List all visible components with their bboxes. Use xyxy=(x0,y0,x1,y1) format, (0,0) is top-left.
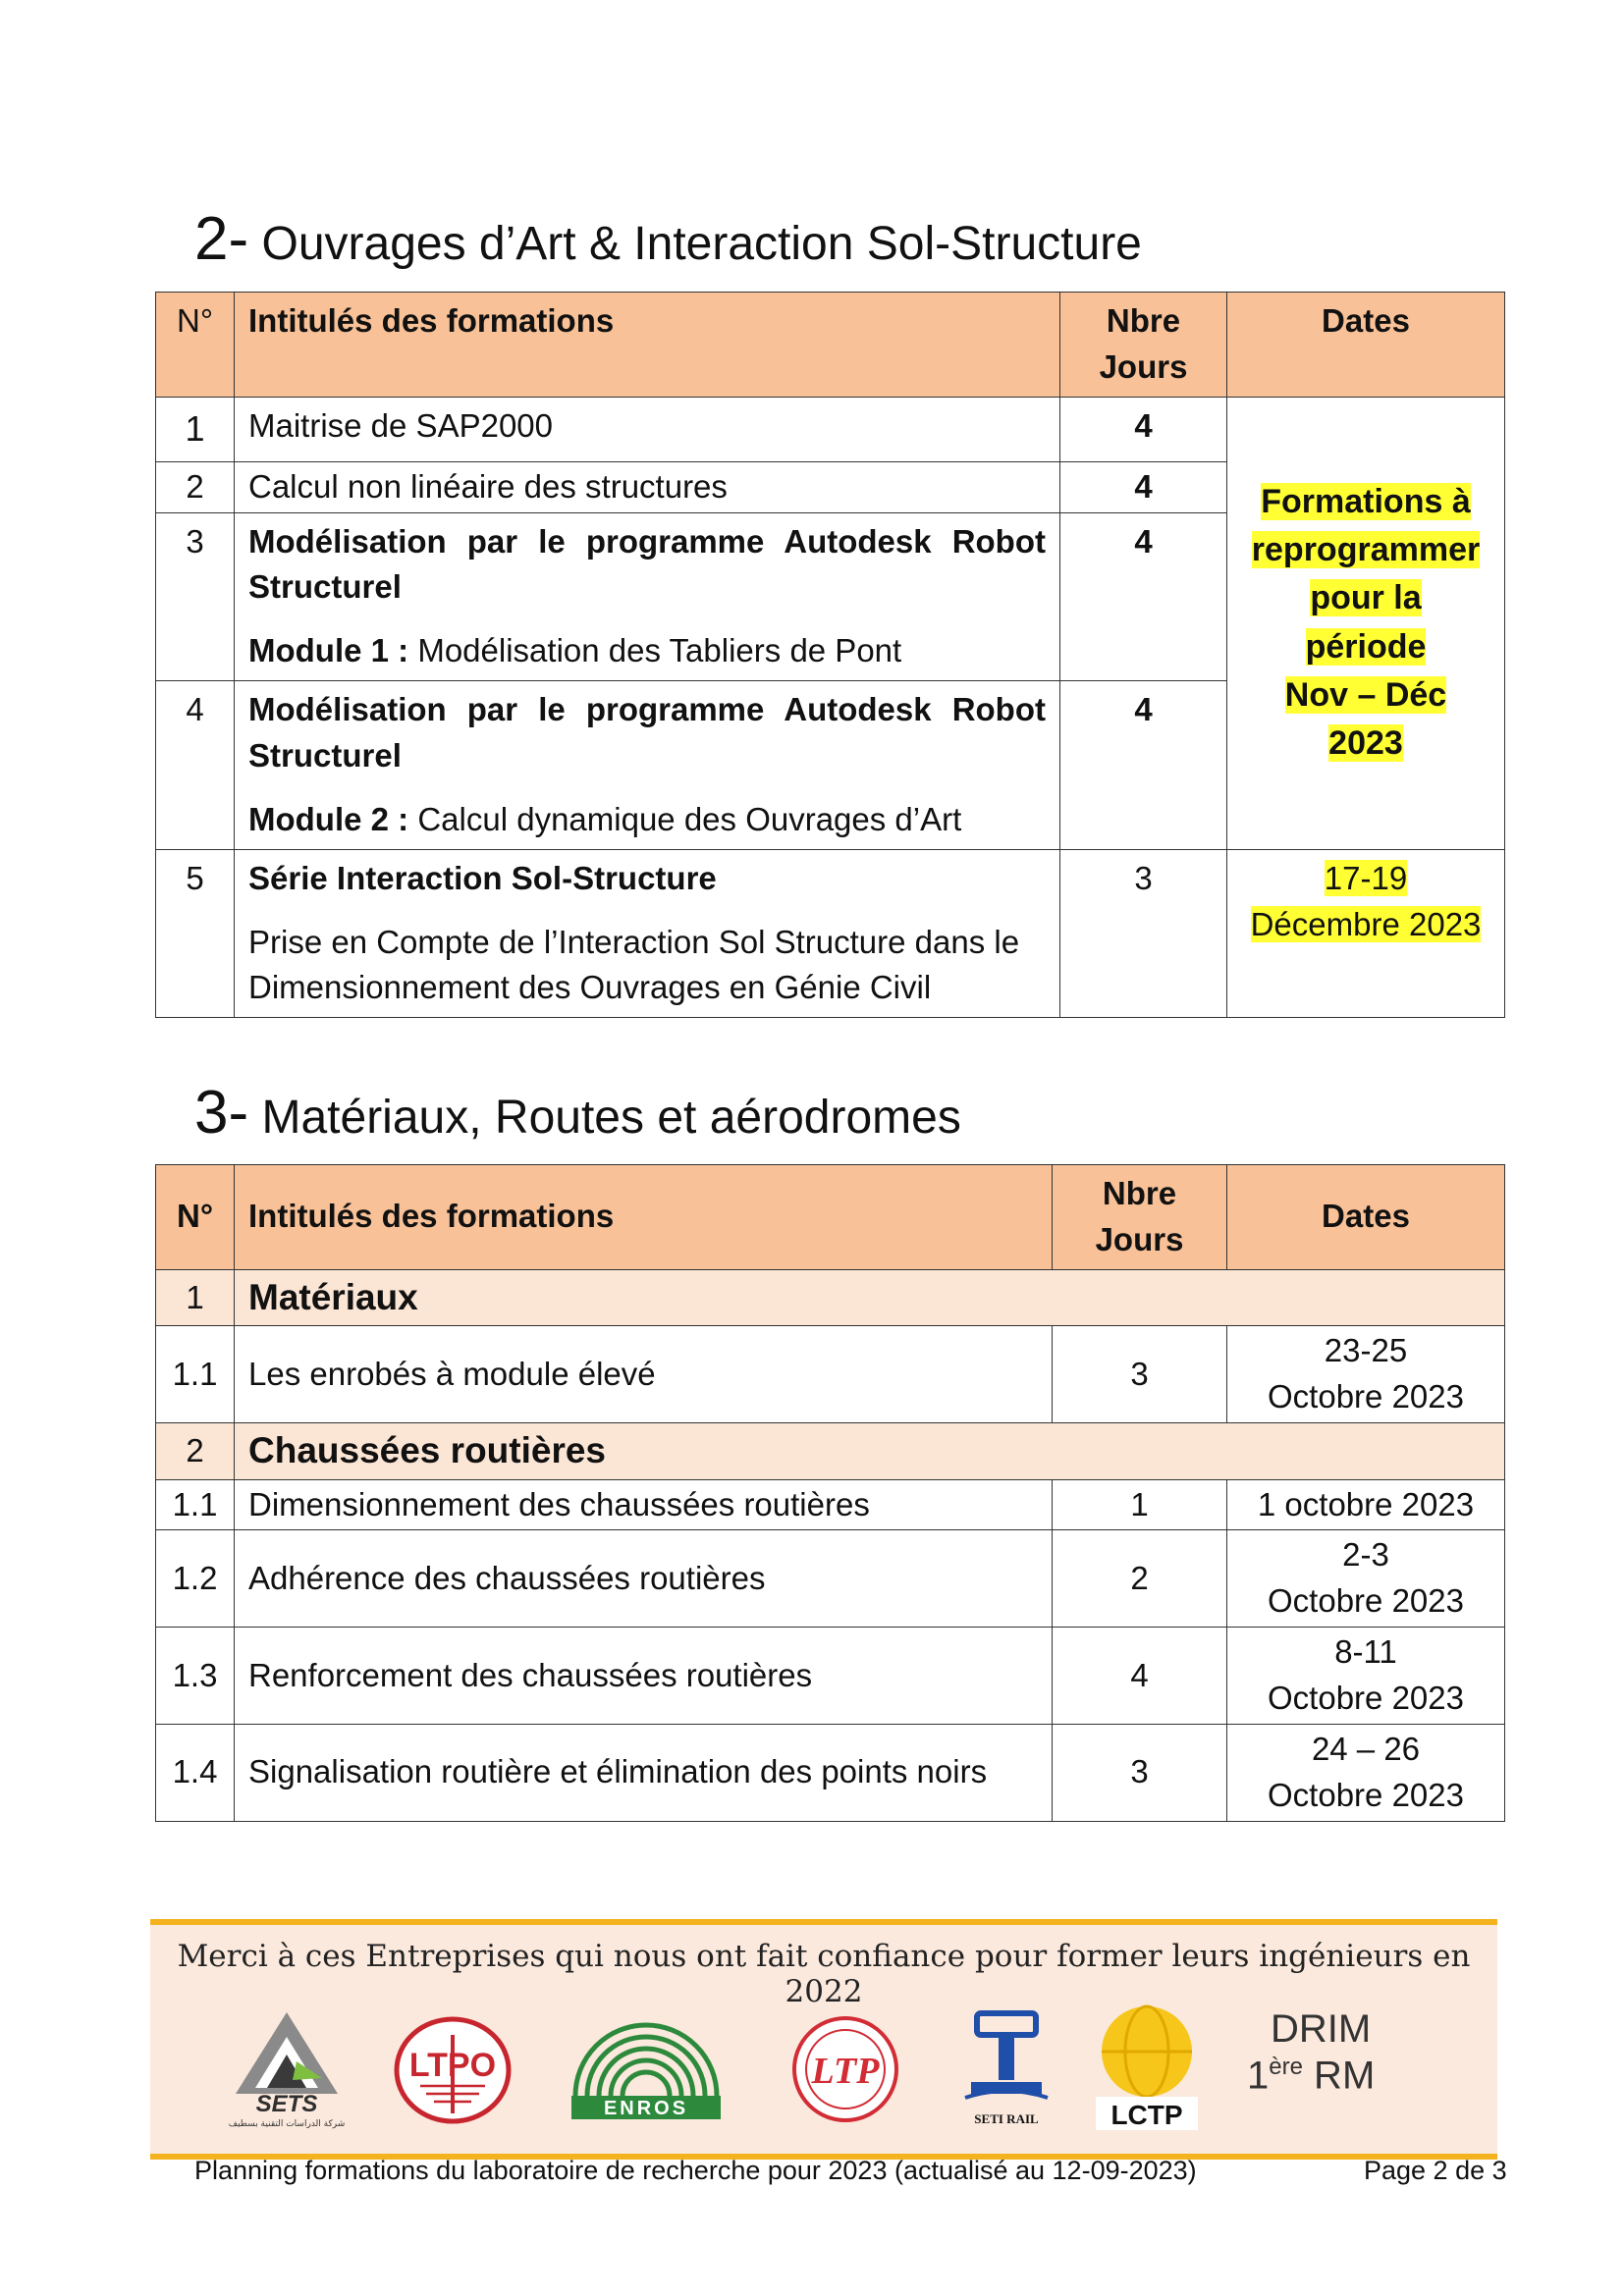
module-label: Module 2 : xyxy=(248,800,409,837)
row-days: 4 xyxy=(1060,461,1227,512)
drim-label xyxy=(1247,2007,1376,2098)
dates-line-2: Octobre 2023 xyxy=(1268,1679,1464,1716)
group-label: Matériaux xyxy=(235,1269,1505,1326)
col-header-days: Nbre Jours xyxy=(1060,293,1227,398)
row-number: 2 xyxy=(156,461,235,512)
section-2-heading xyxy=(194,204,1142,274)
row-dates xyxy=(1227,1724,1505,1821)
module-label: Module 1 : xyxy=(248,632,409,669)
row-title-cell xyxy=(235,512,1060,681)
row-dates xyxy=(1227,849,1505,1018)
row-days: 3 xyxy=(1053,1326,1227,1423)
module-text: Calcul dynamique des Ouvrages d’Art xyxy=(408,800,962,837)
row-days: 2 xyxy=(1053,1530,1227,1628)
section-3-table xyxy=(155,1164,1505,1822)
row-title: Série Interaction Sol-Structure xyxy=(248,859,717,896)
ltpo-logo-name: LTPO xyxy=(408,2047,497,2084)
row-days: 4 xyxy=(1053,1628,1227,1725)
row-subtitle: Prise en Compte de l’Interaction Sol Structure dans le Dimensionnement des Ouvrages en Génie Civil xyxy=(248,923,1020,1006)
dates-line-1: 23-25 xyxy=(1324,1332,1408,1369)
dates-line-2: Décembre 2023 xyxy=(1250,905,1482,942)
row-number: 1.1 xyxy=(156,1479,235,1530)
dates-line-2: Octobre 2023 xyxy=(1268,1582,1464,1620)
group-header-row xyxy=(156,1422,1505,1479)
dates-line-2: Octobre 2023 xyxy=(1268,1776,1464,1813)
row-number: 1.1 xyxy=(156,1326,235,1423)
page-number: Page 2 de 3 xyxy=(1364,2156,1507,2185)
section-2-table xyxy=(155,292,1505,1018)
col-header-title: Intitulés des formations xyxy=(235,293,1060,398)
ltp-logo-name: LTP xyxy=(811,2051,880,2092)
table-header-row xyxy=(156,1165,1505,1270)
lctp-logo xyxy=(1092,2002,1202,2132)
col-header-dates: Dates xyxy=(1227,293,1505,398)
group-number: 2 xyxy=(156,1422,235,1479)
row-module xyxy=(248,628,1046,674)
row-title-cell xyxy=(235,681,1060,850)
row-title: Les enrobés à module élevé xyxy=(235,1326,1053,1423)
footer-text: Planning formations du laboratoire de recherche pour 2023 (actualisé au 12-09-2023) xyxy=(194,2156,1197,2185)
table-header-row xyxy=(156,293,1505,398)
drim-suffix: RM xyxy=(1302,2054,1376,2098)
section-2-number: 2- xyxy=(194,205,249,273)
dates-line-1: 8-11 xyxy=(1334,1633,1397,1671)
row-days: 1 xyxy=(1053,1479,1227,1530)
dates-line-2: Octobre 2023 xyxy=(1268,1378,1464,1415)
col-header-number: N° xyxy=(156,1165,235,1270)
table-row xyxy=(156,1479,1505,1530)
enros-logo xyxy=(568,2015,725,2123)
row-title: Renforcement des chaussées routières xyxy=(235,1628,1053,1725)
row-title: Modélisation par le programme Autodesk Robot Structurel xyxy=(248,691,1046,774)
row-days: 3 xyxy=(1060,849,1227,1018)
row-days: 3 xyxy=(1053,1724,1227,1821)
table-row xyxy=(156,1326,1505,1423)
col-header-title: Intitulés des formations xyxy=(235,1165,1053,1270)
row-days: 4 xyxy=(1060,681,1227,850)
col-header-number: N° xyxy=(156,293,235,398)
row-title: Dimensionnement des chaussées routières xyxy=(235,1479,1053,1530)
enros-logo-name: ENROS xyxy=(603,2098,689,2119)
row-dates xyxy=(1227,1530,1505,1628)
row-number: 1.2 xyxy=(156,1530,235,1628)
dates-line-1: 17-19 xyxy=(1324,859,1408,896)
row-number: 5 xyxy=(156,849,235,1018)
row-dates: 1 octobre 2023 xyxy=(1227,1479,1505,1530)
ltpo-logo xyxy=(393,2015,513,2125)
reschedule-note-5: Nov – Déc xyxy=(1284,676,1447,715)
reschedule-note-3: pour la xyxy=(1310,579,1422,617)
reschedule-note-4: période xyxy=(1305,627,1427,666)
section-3-number: 3- xyxy=(194,1079,249,1147)
row-title: Signalisation routière et élimination des points noirs xyxy=(235,1724,1053,1821)
section-3-heading xyxy=(194,1078,961,1148)
group-number: 1 xyxy=(156,1269,235,1326)
row-title: Calcul non linéaire des structures xyxy=(235,461,1060,512)
reschedule-note-2: reprogrammer xyxy=(1251,531,1481,569)
dates-line-1: 2-3 xyxy=(1342,1536,1389,1574)
row-number: 1.4 xyxy=(156,1724,235,1821)
drim-line-1: DRIM xyxy=(1271,2007,1372,2051)
section-2-title: Ouvrages d’Art & Interaction Sol-Structure xyxy=(261,218,1142,270)
table-row xyxy=(156,1724,1505,1821)
dates-line-1: 24 – 26 xyxy=(1311,1730,1421,1767)
row-title: Maitrise de SAP2000 xyxy=(235,397,1060,461)
ltp-logo xyxy=(790,2014,900,2124)
drim-number: 1 xyxy=(1247,2054,1270,2098)
seti-rail-logo-name: SETI RAIL xyxy=(974,2111,1039,2126)
row-title-cell xyxy=(235,849,1060,1018)
row-dates xyxy=(1227,1326,1505,1423)
row-number: 4 xyxy=(156,681,235,850)
row-title: Modélisation par le programme Autodesk Robot Structurel xyxy=(248,522,1046,606)
seti-rail-logo xyxy=(957,2007,1056,2130)
section-3-title: Matériaux, Routes et aérodromes xyxy=(261,1092,961,1144)
table-row xyxy=(156,1628,1505,1725)
reschedule-note-1: Formations à xyxy=(1261,482,1471,520)
sets-logo xyxy=(228,2007,346,2130)
row-number: 1.3 xyxy=(156,1628,235,1725)
row-number: 1 xyxy=(156,397,235,461)
group-header-row xyxy=(156,1269,1505,1326)
merged-dates-cell xyxy=(1227,397,1505,849)
lctp-logo-name: LCTP xyxy=(1110,2100,1183,2130)
module-text: Modélisation des Tabliers de Pont xyxy=(408,632,902,669)
drim-superscript: ère xyxy=(1269,2054,1303,2080)
sets-logo-arabic: شركة الدراسات التقنية بسطيف xyxy=(228,2119,346,2129)
sets-logo-name: SETS xyxy=(255,2091,318,2117)
col-header-days: Nbre Jours xyxy=(1053,1165,1227,1270)
row-module xyxy=(248,797,1046,843)
table-row xyxy=(156,1530,1505,1628)
row-title: Adhérence des chaussées routières xyxy=(235,1530,1053,1628)
drim-line-2 xyxy=(1247,2054,1375,2098)
col-header-dates: Dates xyxy=(1227,1165,1505,1270)
row-number: 3 xyxy=(156,512,235,681)
row-days: 4 xyxy=(1060,512,1227,681)
table-row xyxy=(156,849,1505,1018)
table-row xyxy=(156,397,1505,461)
reschedule-note-6: 2023 xyxy=(1328,724,1403,763)
banner-text: Merci à ces Entreprises qui nous ont fait confiance pour former leurs ingénieurs en 2022 xyxy=(177,1939,1471,2009)
row-days: 4 xyxy=(1060,397,1227,461)
row-dates xyxy=(1227,1628,1505,1725)
group-label: Chaussées routières xyxy=(235,1422,1505,1479)
